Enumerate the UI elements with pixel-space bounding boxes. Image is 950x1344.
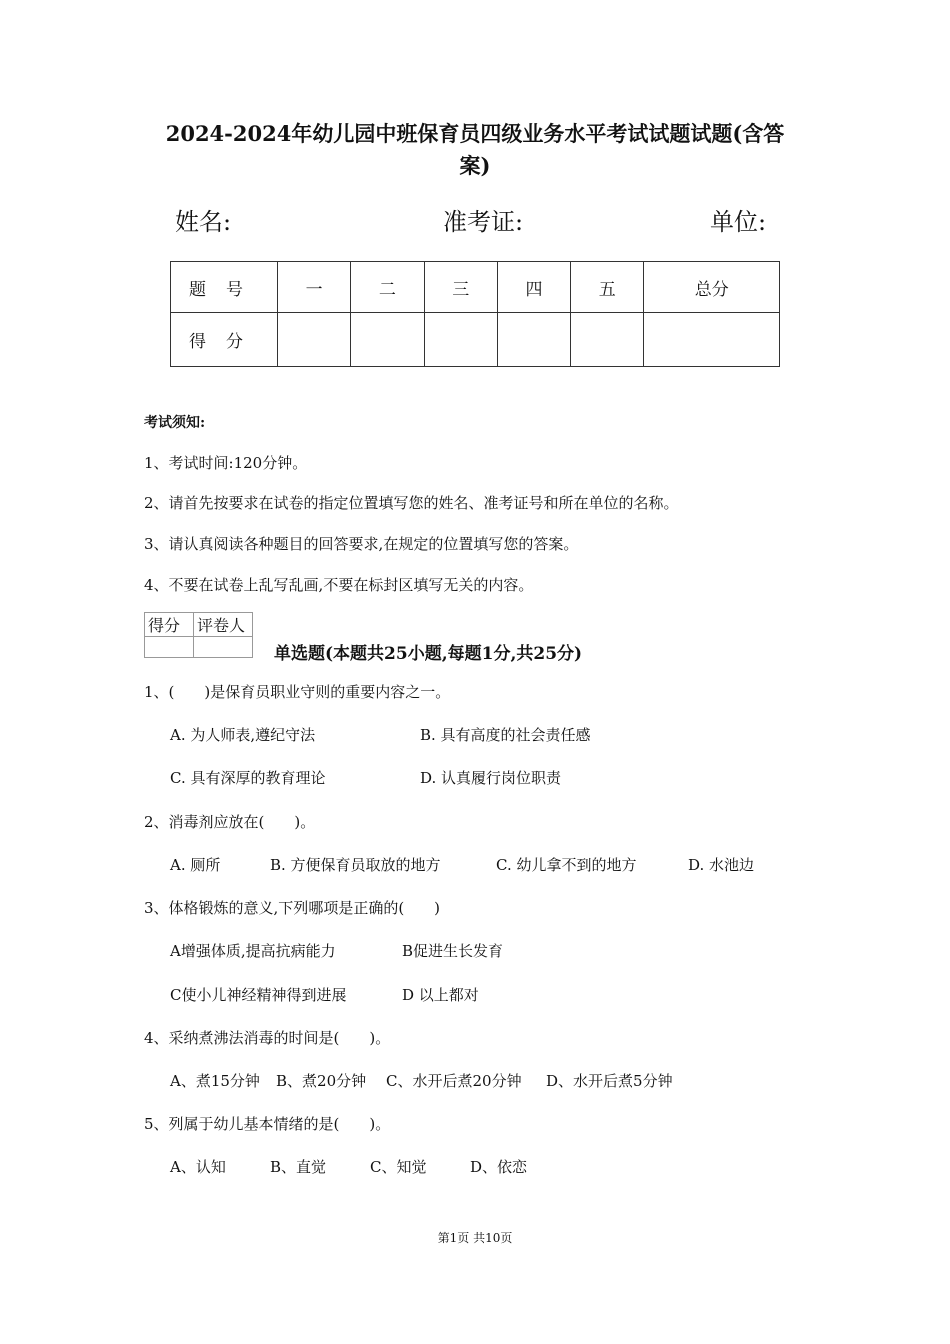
score-cell[interactable] — [644, 313, 780, 367]
grader-score-label: 得分 — [145, 613, 194, 637]
candidate-fields — [0, 202, 950, 238]
answer-option[interactable]: A增强体质,提高抗病能力 — [170, 942, 336, 960]
note-item: 4、不要在试卷上乱写乱画,不要在标封区填写无关的内容。 — [144, 576, 534, 594]
question-stem: 4、采纳煮沸法消毒的时间是( )。 — [144, 1029, 391, 1047]
question-stem: 2、消毒剂应放在( )。 — [144, 813, 316, 831]
grader-reviewer-label: 评卷人 — [194, 613, 253, 637]
unit-field-label: 单位: — [710, 208, 767, 236]
answer-option[interactable]: B、直觉 — [270, 1158, 327, 1176]
question-stem: 1、( )是保育员职业守则的重要内容之一。 — [144, 683, 451, 701]
answer-option[interactable]: A、认知 — [170, 1158, 226, 1176]
score-table-column: 一 — [278, 262, 351, 313]
score-table-column: 总分 — [644, 262, 780, 313]
grader-score-cell[interactable] — [145, 637, 194, 658]
score-table-header-row — [171, 262, 780, 313]
answer-option[interactable]: B促进生长发育 — [402, 942, 504, 960]
score-table-column: 四 — [497, 262, 570, 313]
answer-option[interactable]: D. 水池边 — [688, 856, 755, 874]
answer-option[interactable]: A. 为人师表,遵纪守法 — [170, 726, 316, 744]
question-stem: 3、体格锻炼的意义,下列哪项是正确的( ) — [144, 899, 441, 917]
score-cell[interactable] — [497, 313, 570, 367]
page-footer: 第1页 共10页 — [437, 1231, 513, 1245]
answer-option[interactable]: C使小儿神经精神得到进展 — [170, 986, 347, 1004]
exam-id-field-label: 准考证: — [443, 208, 524, 236]
score-cell[interactable] — [351, 313, 424, 367]
score-table-row-label: 得分 — [171, 313, 278, 367]
score-table-row-label: 题号 — [171, 262, 278, 313]
question-stem: 5、列属于幼儿基本情绪的是( )。 — [144, 1115, 391, 1133]
note-item: 1、考试时间:120分钟。 — [144, 454, 308, 472]
note-item: 2、请首先按要求在试卷的指定位置填写您的姓名、准考证号和所在单位的名称。 — [144, 494, 679, 512]
score-table-column: 五 — [571, 262, 644, 313]
name-field-label: 姓名: — [175, 208, 232, 236]
answer-option[interactable]: A. 厕所 — [170, 856, 221, 874]
score-table — [170, 261, 780, 367]
grader-box — [144, 612, 253, 658]
score-table-column: 三 — [424, 262, 497, 313]
answer-option[interactable]: C、知觉 — [370, 1158, 427, 1176]
answer-option[interactable]: A、煮15分钟 — [170, 1072, 260, 1090]
answer-option[interactable]: C、水开后煮20分钟 — [386, 1072, 522, 1090]
score-table-score-row — [171, 313, 780, 367]
notes-title: 考试须知: — [144, 415, 206, 431]
answer-option[interactable]: D、依恋 — [470, 1158, 528, 1176]
answer-option[interactable]: B、煮20分钟 — [276, 1072, 367, 1090]
score-cell[interactable] — [571, 313, 644, 367]
answer-option[interactable]: C. 具有深厚的教育理论 — [170, 769, 326, 787]
answer-option[interactable]: B. 方便保育员取放的地方 — [270, 856, 441, 874]
section-title: 单选题(本题共25小题,每题1分,共25分) — [274, 644, 583, 664]
answer-option[interactable]: D、水开后煮5分钟 — [546, 1072, 673, 1090]
answer-option[interactable]: C. 幼儿拿不到的地方 — [496, 856, 637, 874]
note-item: 3、请认真阅读各种题目的回答要求,在规定的位置填写您的答案。 — [144, 535, 579, 553]
answer-option[interactable]: D 以上都对 — [402, 986, 479, 1004]
score-cell[interactable] — [278, 313, 351, 367]
title-line-1: 2024-2024年幼儿园中班保育员四级业务水平考试试题试题(含答 — [165, 121, 785, 146]
grader-reviewer-cell[interactable] — [194, 637, 253, 658]
answer-option[interactable]: B. 具有高度的社会责任感 — [420, 726, 591, 744]
page-title — [130, 118, 820, 182]
answer-option[interactable]: D. 认真履行岗位职责 — [420, 769, 562, 787]
title-line-2: 案) — [459, 153, 491, 178]
score-table-column: 二 — [351, 262, 424, 313]
score-cell[interactable] — [424, 313, 497, 367]
